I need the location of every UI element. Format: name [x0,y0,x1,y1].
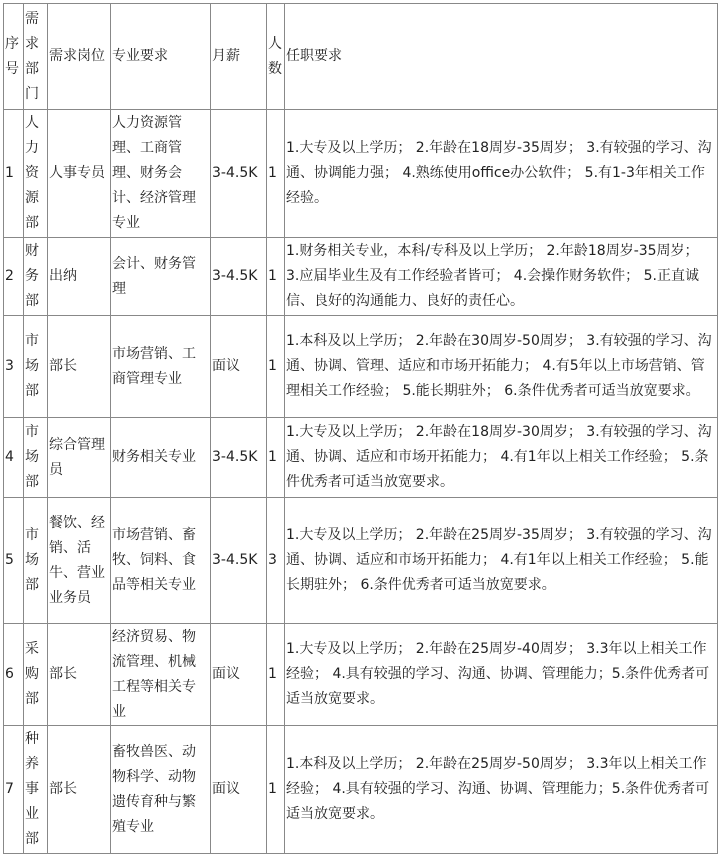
row-dept: 市场部 [24,418,48,498]
row-seq: 6 [4,624,24,726]
row-dept: 市场部 [24,316,48,418]
row-count: 1 [267,726,285,854]
table-row [4,238,718,316]
row-position: 出纳 [48,238,111,316]
row-count: 1 [267,316,285,418]
table-row [4,498,718,624]
row-count: 1 [267,110,285,238]
recruitment-table [3,3,718,854]
table-row [4,418,718,498]
row-count: 1 [267,418,285,498]
row-seq: 1 [4,110,24,238]
row-requirements: 1.大专及以上学历； 2.年龄在18周岁-30周岁； 3.有较强的学习、沟通、协调、适应和市场开拓能力； 4.有1年以上相关工作经验； 5.条件优秀者可适当放宽要求。 [285,418,718,498]
row-major: 会计、财务管理 [111,238,211,316]
header-row [4,4,718,110]
table-row [4,624,718,726]
row-requirements: 1.大专及以上学历； 2.年龄在25周岁-40周岁； 3.3年以上相关工作经验； 4.具有较强的学习、沟通、协调、管理能力；5.条件优秀者可适当放宽要求。 [285,624,718,726]
row-salary: 面议 [211,726,267,854]
table-row [4,726,718,854]
header-dept: 需求部门 [24,4,48,110]
row-requirements: 1.财务相关专业，本科/专科及以上学历； 2.年龄18周岁-35周岁； 3.应届毕业生及有工作经验者皆可； 4.会操作财务软件； 5.正直诚信、良好的沟通能力、良好的责任心。 [285,238,718,316]
row-requirements: 1.大专及以上学历； 2.年龄在25周岁-35周岁； 3.有较强的学习、沟通、协调、适应和市场开拓能力； 4.有1年以上相关工作经验； 5.能长期驻外； 6.条件优秀者可适当放宽要求。 [285,498,718,624]
row-position: 部长 [48,316,111,418]
row-requirements: 1.大专及以上学历； 2.年龄在18周岁-35周岁； 3.有较强的学习、沟通、协调能力强； 4.熟练使用office办公软件； 5.有1-3年相关工作经验。 [285,110,718,238]
row-position: 综合管理员 [48,418,111,498]
row-salary: 3-4.5K [211,418,267,498]
row-position: 部长 [48,624,111,726]
row-salary: 3-4.5K [211,498,267,624]
row-salary: 3-4.5K [211,238,267,316]
header-requirements: 任职要求 [285,4,718,110]
row-salary: 面议 [211,624,267,726]
row-dept: 财务部 [24,238,48,316]
row-major: 市场营销、畜牧、饲料、食品等相关专业 [111,498,211,624]
table-row [4,110,718,238]
row-seq: 5 [4,498,24,624]
row-count: 1 [267,238,285,316]
row-seq: 3 [4,316,24,418]
row-major: 畜牧兽医、动物科学、动物遗传育种与繁殖专业 [111,726,211,854]
header-count: 人数 [267,4,285,110]
row-position: 人事专员 [48,110,111,238]
header-major: 专业要求 [111,4,211,110]
row-requirements: 1.本科及以上学历； 2.年龄在30周岁-50周岁； 3.有较强的学习、沟通、协调、管理、适应和市场开拓能力； 4.有5年以上市场营销、管理相关工作经验； 5.能长期驻外； 6.条件优秀者可适当放宽要求。 [285,316,718,418]
row-major: 市场营销、工商管理专业 [111,316,211,418]
row-major: 人力资源管理、工商管理、财务会计、经济管理专业 [111,110,211,238]
row-major: 经济贸易、物流管理、机械工程等相关专业 [111,624,211,726]
row-major: 财务相关专业 [111,418,211,498]
row-salary: 3-4.5K [211,110,267,238]
row-position: 部长 [48,726,111,854]
row-seq: 7 [4,726,24,854]
header-seq: 序号 [4,4,24,110]
row-requirements: 1.本科及以上学历； 2.年龄在25周岁-50周岁； 3.3年以上相关工作经验； 4.具有较强的学习、沟通、协调、管理能力；5.条件优秀者可适当放宽要求。 [285,726,718,854]
row-dept: 采购部 [24,624,48,726]
table-row [4,316,718,418]
row-count: 1 [267,624,285,726]
header-position: 需求岗位 [48,4,111,110]
row-seq: 2 [4,238,24,316]
row-dept: 人力资源部 [24,110,48,238]
row-seq: 4 [4,418,24,498]
row-dept: 市场部 [24,498,48,624]
row-salary: 面议 [211,316,267,418]
row-count: 3 [267,498,285,624]
row-dept: 种养事业部 [24,726,48,854]
header-salary: 月薪 [211,4,267,110]
row-position: 餐饮、经销、活牛、营业业务员 [48,498,111,624]
